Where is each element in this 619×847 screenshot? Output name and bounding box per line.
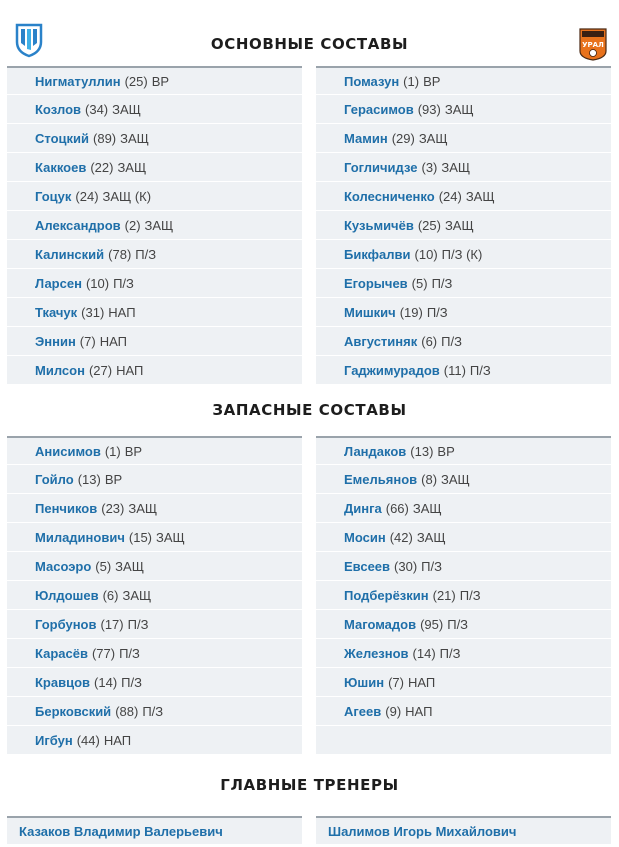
player-position: ВР (437, 443, 455, 459)
ural-crest-text: УРАЛ (582, 41, 604, 49)
player-name[interactable]: Нигматуллин (35, 73, 121, 89)
player-row[interactable] (7, 552, 302, 580)
player-number: (10) (85, 275, 110, 291)
player-row[interactable] (316, 581, 611, 609)
home-coach (7, 816, 302, 844)
player-position: ЗАЩ (122, 587, 152, 603)
player-name[interactable]: Кравцов (35, 674, 91, 690)
player-position: НАП (108, 304, 136, 320)
player-position: ЗАЩ (120, 130, 149, 146)
player-name[interactable]: Помазун (344, 73, 400, 89)
substitutes-title: ЗАПАСНЫЕ СОСТАВЫ (212, 401, 407, 419)
coaches-row (0, 816, 619, 846)
player-position: НАП (99, 333, 127, 349)
player-number: (10) (414, 246, 438, 262)
player-row[interactable] (316, 298, 611, 326)
player-number: (42) (389, 529, 413, 545)
player-name[interactable]: Емельянов (344, 471, 418, 487)
player-position: П/З (447, 616, 469, 632)
player-number: (25) (417, 217, 441, 233)
player-name[interactable]: Бикфалви (344, 246, 411, 262)
player-name[interactable]: Подберёзкин (344, 587, 429, 603)
player-name[interactable]: Мамин (344, 130, 388, 146)
player-position: П/З (426, 304, 448, 320)
player-position: ВР (104, 471, 123, 487)
player-number: (95) (420, 616, 444, 632)
player-name[interactable]: Герасимов (344, 101, 414, 117)
player-name[interactable]: Каккоев (35, 159, 87, 175)
player-name[interactable]: Анисимов (35, 443, 101, 459)
player-row[interactable] (7, 240, 302, 268)
player-name[interactable]: Масоэро (35, 558, 92, 574)
player-position: П/З (459, 587, 481, 603)
player-number: (78) (108, 246, 132, 262)
player-row[interactable] (7, 436, 302, 464)
player-position: ЗАЩ (156, 529, 185, 545)
player-position: П/З (135, 246, 157, 262)
player-name[interactable]: Колесниченко (344, 188, 435, 204)
player-position: ЗАЩ (412, 500, 442, 516)
player-row[interactable] (7, 356, 302, 384)
player-position: ЗАЩ (441, 471, 470, 487)
player-name[interactable]: Евсеев (344, 558, 391, 574)
player-number: (27) (88, 362, 113, 378)
player-position: ЗАЩ (115, 558, 144, 574)
player-row[interactable] (316, 552, 611, 580)
player-row[interactable] (316, 95, 611, 123)
player-name[interactable]: Юшин (344, 674, 385, 690)
player-name[interactable]: Милсон (35, 362, 85, 378)
player-row[interactable] (316, 494, 611, 522)
player-row[interactable] (7, 182, 302, 210)
player-number: (17) (100, 616, 124, 632)
player-name[interactable]: Юлдошев (35, 587, 99, 603)
player-row[interactable] (7, 639, 302, 667)
player-name[interactable]: Ларсен (35, 275, 82, 291)
player-position: НАП (103, 732, 132, 748)
player-position: ВР (423, 73, 441, 89)
player-row[interactable] (316, 327, 611, 355)
player-name[interactable]: Калинский (35, 246, 105, 262)
player-position: ЗАЩ (465, 188, 495, 204)
player-number: (1) (104, 443, 121, 459)
player-number: (13) (77, 471, 101, 487)
player-number: (14) (412, 645, 436, 661)
player-number: (8) (421, 471, 438, 487)
player-row[interactable] (316, 639, 611, 667)
player-row[interactable] (316, 182, 611, 210)
player-position: П/З (431, 275, 453, 291)
away-coach-name[interactable]: Шалимов Игорь Михайлович (316, 816, 611, 844)
substitutes-lineups (0, 436, 619, 754)
starting-lineups (0, 66, 619, 384)
player-name[interactable]: Козлов (35, 101, 82, 117)
player-row[interactable] (316, 436, 611, 464)
player-number: (89) (93, 130, 117, 146)
player-name[interactable]: Миладинович (35, 529, 125, 545)
player-row[interactable] (7, 327, 302, 355)
player-row[interactable] (316, 610, 611, 638)
player-row[interactable] (316, 153, 611, 181)
player-row[interactable] (7, 153, 302, 181)
player-number: (7) (388, 674, 404, 690)
player-row[interactable] (7, 581, 302, 609)
player-position: П/З (113, 275, 134, 291)
player-number: (15) (128, 529, 153, 545)
player-row[interactable] (7, 269, 302, 297)
player-number: (6) (102, 587, 119, 603)
coaches-header (0, 754, 619, 816)
player-position: П/З (119, 645, 140, 661)
player-name[interactable]: Гогличидзе (344, 159, 418, 175)
player-row[interactable] (7, 298, 302, 326)
player-position: П/З (121, 674, 142, 690)
player-row[interactable] (316, 356, 611, 384)
player-row[interactable] (316, 697, 611, 725)
player-row[interactable] (316, 240, 611, 268)
player-name[interactable]: Ландаков (344, 443, 407, 459)
player-row[interactable] (7, 697, 302, 725)
home-coach-name[interactable]: Казаков Владимир Валерьевич (7, 816, 302, 844)
player-position: П/З (421, 558, 442, 574)
player-position: ЗАЩ (117, 159, 147, 175)
player-name[interactable]: Берковский (35, 703, 112, 719)
player-name[interactable]: Гойло (35, 471, 74, 487)
player-name[interactable]: Эннин (35, 333, 76, 349)
player-row[interactable] (316, 465, 611, 493)
player-name[interactable]: Мосин (344, 529, 386, 545)
player-number: (24) (75, 188, 99, 204)
player-number: (30) (394, 558, 418, 574)
player-row[interactable] (7, 523, 302, 551)
player-number: (1) (403, 73, 420, 89)
player-row[interactable] (316, 66, 611, 94)
player-position: П/З (441, 333, 462, 349)
player-number: (24) (438, 188, 462, 204)
player-position: ВР (124, 443, 143, 459)
player-number: (19) (399, 304, 423, 320)
player-row[interactable] (316, 211, 611, 239)
empty-row (316, 726, 611, 754)
away-subs-list (316, 436, 611, 755)
player-name[interactable]: Александров (35, 217, 121, 233)
player-row[interactable] (316, 124, 611, 152)
player-number: (3) (421, 159, 438, 175)
player-number: (77) (91, 645, 116, 661)
player-row[interactable] (7, 124, 302, 152)
player-row[interactable] (7, 95, 302, 123)
player-number: (44) (76, 732, 100, 748)
player-name[interactable]: Мишкич (344, 304, 396, 320)
player-number: (22) (90, 159, 114, 175)
player-number: (14) (94, 674, 118, 690)
player-name[interactable]: Стоцкий (35, 130, 90, 146)
player-number: (23) (101, 500, 125, 516)
player-name[interactable]: Пенчиков (35, 500, 98, 516)
player-name[interactable]: Магомадов (344, 616, 417, 632)
player-number: (88) (115, 703, 139, 719)
player-position: ЗАЩ (444, 217, 474, 233)
player-row[interactable] (7, 668, 302, 696)
player-number: (31) (81, 304, 105, 320)
player-position: ЗАЩ (112, 101, 141, 117)
player-position: НАП (405, 703, 433, 719)
player-position: НАП (116, 362, 144, 378)
player-row[interactable] (316, 523, 611, 551)
player-position: ЗАЩ (128, 500, 158, 516)
player-name[interactable]: Егорычев (344, 275, 408, 291)
player-name[interactable]: Динга (344, 500, 382, 516)
home-starting-list (7, 66, 302, 385)
player-number: (5) (95, 558, 112, 574)
player-number: (9) (385, 703, 402, 719)
player-name[interactable]: Горбунов (35, 616, 97, 632)
player-position: НАП (407, 674, 436, 690)
player-position: П/З (127, 616, 149, 632)
player-position: ВР (151, 73, 170, 89)
lineups-header (0, 0, 619, 66)
player-number: (34) (85, 101, 109, 117)
player-name[interactable]: Железнов (344, 645, 409, 661)
player-number: (21) (432, 587, 456, 603)
player-name[interactable]: Карасёв (35, 645, 88, 661)
player-position: ЗАЩ (К) (102, 188, 152, 204)
player-number: (11) (443, 362, 466, 378)
player-position: ЗАЩ (441, 159, 471, 175)
player-position: П/З (142, 703, 164, 719)
player-position: ЗАЩ (144, 217, 174, 233)
player-name[interactable]: Игбун (35, 732, 73, 748)
player-row[interactable] (316, 668, 611, 696)
player-name[interactable]: Августиняк (344, 333, 418, 349)
player-name[interactable]: Кузьмичёв (344, 217, 414, 233)
player-number: (7) (79, 333, 96, 349)
player-number: (5) (411, 275, 428, 291)
player-position: П/З (469, 362, 491, 378)
player-position: П/З (439, 645, 461, 661)
away-starting-list (316, 66, 611, 385)
player-position: ЗАЩ (418, 130, 448, 146)
player-number: (13) (410, 443, 434, 459)
player-number: (93) (417, 101, 441, 117)
player-position: ЗАЩ (444, 101, 474, 117)
player-number: (2) (124, 217, 141, 233)
player-name[interactable]: Гоцук (35, 188, 72, 204)
player-row[interactable] (316, 269, 611, 297)
player-row[interactable] (7, 610, 302, 638)
player-number: (66) (385, 500, 409, 516)
player-number: (25) (124, 73, 148, 89)
starting-lineups-title: ОСНОВНЫЕ СОСТАВЫ (210, 35, 409, 53)
player-name[interactable]: Гаджимурадов (344, 362, 440, 378)
player-position: ЗАЩ (416, 529, 446, 545)
coaches-title: ГЛАВНЫЕ ТРЕНЕРЫ (220, 776, 399, 794)
player-row[interactable] (7, 66, 302, 94)
player-position: П/З (К) (441, 246, 483, 262)
player-row[interactable] (7, 211, 302, 239)
player-name[interactable]: Агеев (344, 703, 382, 719)
player-row[interactable] (7, 726, 302, 754)
player-number: (6) (421, 333, 438, 349)
player-number: (29) (391, 130, 415, 146)
away-coach (316, 816, 611, 844)
home-subs-list (7, 436, 302, 755)
subs-header (0, 384, 619, 436)
player-name[interactable]: Ткачук (35, 304, 78, 320)
ural-crest-icon[interactable] (578, 26, 608, 62)
player-row[interactable] (7, 494, 302, 522)
player-row[interactable] (7, 465, 302, 493)
